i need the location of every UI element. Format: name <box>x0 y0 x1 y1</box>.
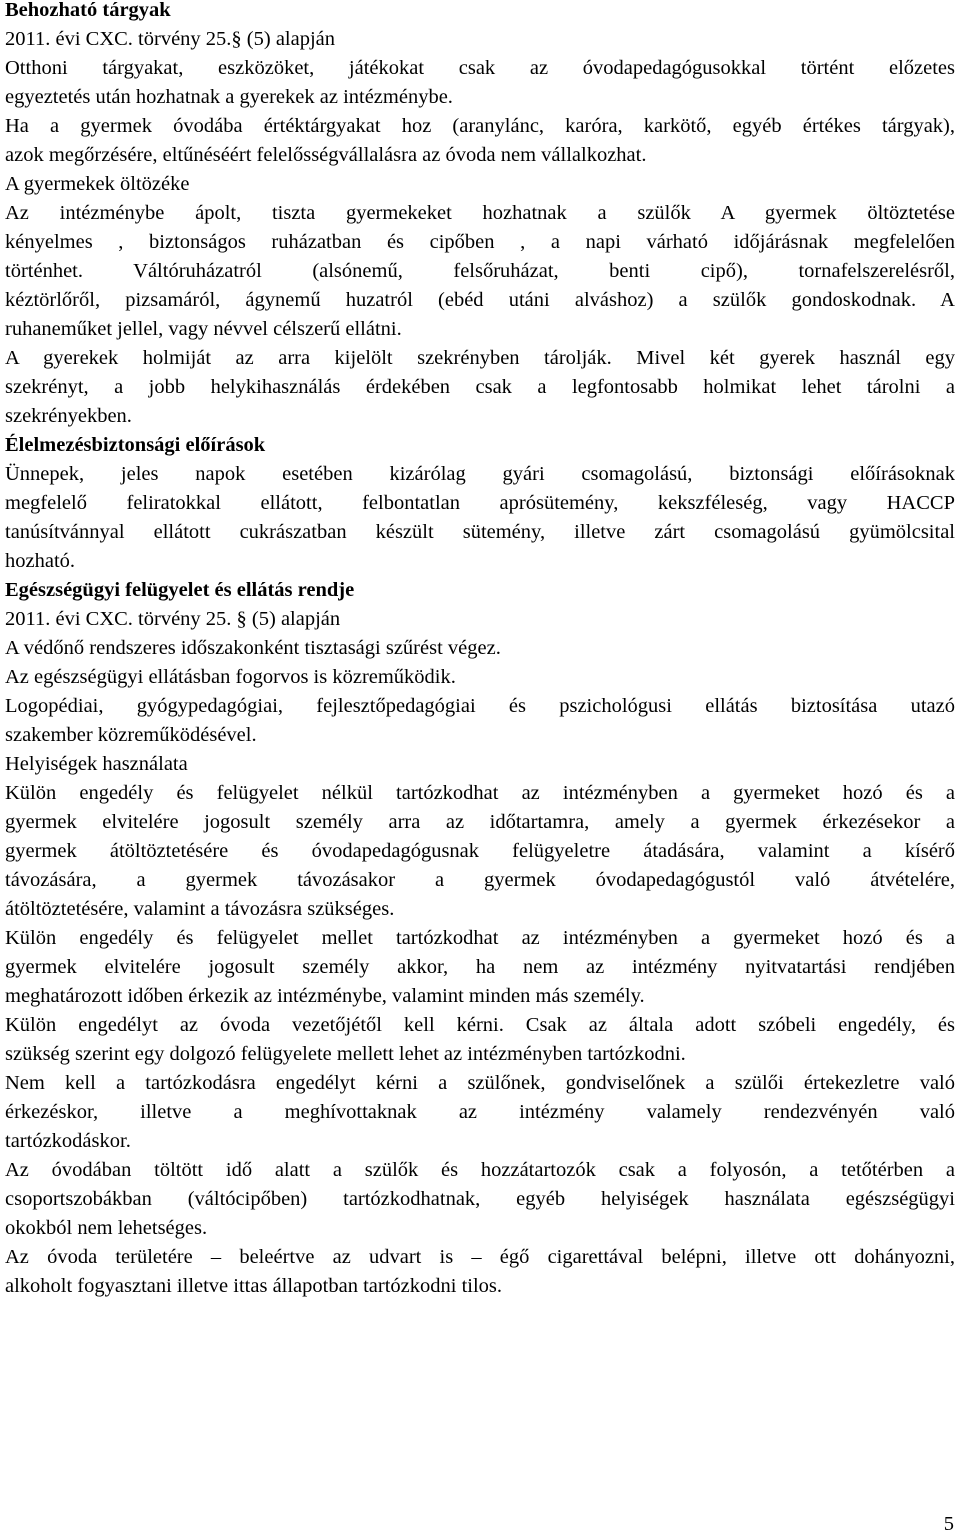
text-line: 2011. évi CXC. törvény 25.§ (5) alapján <box>5 28 336 50</box>
text-line: kényelmes , biztonságos ruházatban és cipőben , a napi várható időjárásnak megfelelően <box>5 231 955 253</box>
text-line: meghatározott időben érkezik az intézménybe, valamint minden más személy. <box>5 985 645 1007</box>
text-line: szekrényt, a jobb helykihasználás érdekében csak a legfontosabb holmikat lehet tárolni a <box>5 376 955 398</box>
text-line: átöltöztetésére, valamint a távozásra szükséges. <box>5 898 395 920</box>
text-line: Az óvodában töltött idő alatt a szülők és hozzátartozók csak a folyosón, a tetőtérben a <box>5 1159 955 1181</box>
page-number: 5 <box>943 1513 954 1535</box>
heading-egeszsegugyi-felugyelet: Egészségügyi felügyelet és ellátás rendje <box>5 579 355 601</box>
text-line: A védőnő rendszeres időszakonként tisztasági szűrést végez. <box>5 637 501 659</box>
text-line: Külön engedély és felügyelet mellet tartózkodhat az intézményben a gyermeket hozó és a <box>5 927 955 949</box>
heading-behozhato-targyak: Behozható tárgyak <box>5 0 171 21</box>
text-line: Logopédiai, gyógypedagógiai, fejlesztőpedagógiai és pszichológusi ellátás biztosítása utazó <box>5 695 955 717</box>
text-line: Külön engedélyt az óvoda vezetőjétől kell kérni. Csak az általa adott szóbeli engedély, és <box>5 1014 955 1036</box>
subheading-oltozek: A gyermekek öltözéke <box>5 173 190 195</box>
text-line: gyermek átöltöztetésére és óvodapedagógusnak felügyeletre átadására, valamint a kísérő <box>5 840 955 862</box>
text-line: csoportszobákban (váltócipőben) tartózkodhatnak, egyéb helyiségek használata egészségügyi <box>5 1188 955 1210</box>
document-page <box>5 0 955 1301</box>
text-line: tartózkodáskor. <box>5 1130 131 1152</box>
text-line: történhet. Váltóruházatról (alsónemű, felsőruházat, benti cipő), tornafelszerelésről, <box>5 260 955 282</box>
text-line: Az egészségügyi ellátásban fogorvos is közreműködik. <box>5 666 456 688</box>
text-line: egyeztetés után hozhatnak a gyerekek az intézménybe. <box>5 86 453 108</box>
text-line: ruhaneműket jellel, vagy névvel célszerű ellátni. <box>5 318 402 340</box>
subheading-helyisegek-hasznalata: Helyiségek használata <box>5 753 188 775</box>
text-line: alkoholt fogyasztani illetve ittas állapotban tartózkodni tilos. <box>5 1275 503 1297</box>
text-line: Otthoni tárgyakat, eszközöket, játékokat csak az óvodapedagógusokkal történt előzetes <box>5 57 955 79</box>
heading-elelmezesbiztonsag: Élelmezésbiztonsági előírások <box>5 434 266 456</box>
text-line: Az óvoda területére – beleértve az udvart is – égő cigarettával belépni, illetve ott dohányozni, <box>5 1246 955 1268</box>
text-line: érkezéskor, illetve a meghívottaknak az intézmény valamely rendezvényén való <box>5 1101 955 1123</box>
text-line: tanúsítvánnyal ellátott cukrászatban készült sütemény, illetve zárt csomagolású gyümölcsital <box>5 521 955 543</box>
text-line: szükség szerint egy dolgozó felügyelete mellett lehet az intézményben tartózkodni. <box>5 1043 686 1065</box>
text-line: Ünnepek, jeles napok esetében kizárólag gyári csomagolású, biztonsági előírásoknak <box>5 463 955 485</box>
text-line: szekrényekben. <box>5 405 132 427</box>
text-line: Ha a gyermek óvodába értéktárgyakat hoz (aranylánc, karóra, karkötő, egyéb értékes tárgyak), <box>5 115 955 137</box>
text-line: 2011. évi CXC. törvény 25. § (5) alapján <box>5 608 341 630</box>
text-line: A gyerekek holmiját az arra kijelölt szekrényben tárolják. Mivel két gyerek használ egy <box>5 347 955 369</box>
text-line: kéztörlőről, pizsamáról, ágynemű huzatról (ebéd utáni alváshoz) a szülők gondoskodnak. A <box>5 289 955 311</box>
text-line: Külön engedély és felügyelet nélkül tartózkodhat az intézményben a gyermeket hozó és a <box>5 782 955 804</box>
text-line: gyermek elvitelére jogosult személy akkor, ha nem az intézmény nyitvatartási rendjében <box>5 956 955 978</box>
text-line: azok megőrzésére, eltűnéséért felelősségvállalásra az óvoda nem vállalkozhat. <box>5 144 647 166</box>
text-line: szakember közreműködésével. <box>5 724 257 746</box>
text-line: megfelelő feliratokkal ellátott, felbontatlan aprósütemény, kekszféleség, vagy HACCP <box>5 492 955 514</box>
text-line: távozására, a gyermek távozásakor a gyermek óvodapedagógustól való átvételére, <box>5 869 955 891</box>
text-line: Nem kell a tartózkodásra engedélyt kérni a szülőnek, gondviselőnek a szülői értekezletre való <box>5 1072 955 1094</box>
text-line: gyermek elvitelére jogosult személy arra az időtartamra, amely a gyermek érkezésekor a <box>5 811 955 833</box>
text-line: Az intézménybe ápolt, tiszta gyermekeket hozhatnak a szülők A gyermek öltöztetése <box>5 202 955 224</box>
text-line: hozható. <box>5 550 76 572</box>
text-line: okokból nem lehetséges. <box>5 1217 208 1239</box>
